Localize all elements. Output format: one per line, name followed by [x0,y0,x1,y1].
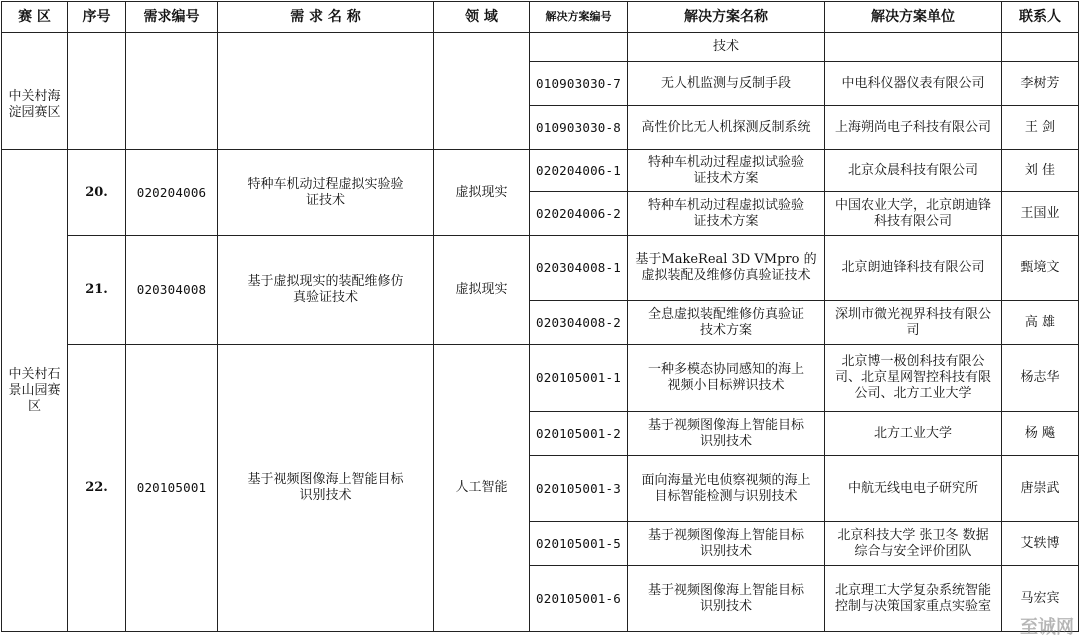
demand-field: 人工智能 [434,345,530,632]
solution-no: 010903030-7 [530,62,628,106]
solution-unit: 北京科技大学 张卫冬 数据综合与安全评价团队 [825,522,1002,566]
solution-name: 特种车机动过程虚拟试验验证技术方案 [628,150,825,192]
contact: 高 雄 [1002,301,1079,345]
header-field: 领 域 [434,2,530,33]
solution-name: 特种车机动过程虚拟试验验证技术方案 [628,192,825,236]
contact: 王国业 [1002,192,1079,236]
header-contact: 联系人 [1002,2,1079,33]
solution-unit: 北京博一极创科技有限公司、北京星网智控科技有限公司、北方工业大学 [825,345,1002,412]
header-area: 赛 区 [2,2,68,33]
solution-name: 高性价比无人机探测反制系统 [628,106,825,150]
demand-field: 虚拟现实 [434,236,530,345]
solution-no: 020105001-3 [530,456,628,522]
contact: 王 剑 [1002,106,1079,150]
solution-name: 全息虚拟装配维修仿真验证技术方案 [628,301,825,345]
solution-name: 无人机监测与反制手段 [628,62,825,106]
demand-no-cell-blank [126,33,218,150]
solution-no [530,33,628,62]
demand-name: 基于视频图像海上智能目标识别技术 [218,345,434,632]
contact: 唐崇武 [1002,456,1079,522]
demand-name: 基于虚拟现实的装配维修仿真验证技术 [218,236,434,345]
table-row [2,33,1079,62]
contact: 李树芳 [1002,62,1079,106]
solution-no: 020304008-1 [530,236,628,301]
table-row [2,236,1079,301]
contact [1002,33,1079,62]
demand-no: 020204006 [126,150,218,236]
solution-unit: 北方工业大学 [825,412,1002,456]
contact: 艾轶博 [1002,522,1079,566]
solution-no: 020105001-5 [530,522,628,566]
solution-name: 基于视频图像海上智能目标识别技术 [628,412,825,456]
demand-no: 020105001 [126,345,218,632]
solution-name: 技术 [628,33,825,62]
area-cell-blank [2,33,68,62]
solution-unit: 中国农业大学，北京朗迪锋科技有限公司 [825,192,1002,236]
solution-no: 020105001-6 [530,566,628,632]
solution-unit: 中电科仪器仪表有限公司 [825,62,1002,106]
solution-name: 基于视频图像海上智能目标识别技术 [628,566,825,632]
header-demand-no: 需求编号 [126,2,218,33]
header-demand-name: 需 求 名 称 [218,2,434,33]
solution-unit: 北京众晨科技有限公司 [825,150,1002,192]
header-solution-name: 解决方案名称 [628,2,825,33]
solution-unit: 中航无线电电子研究所 [825,456,1002,522]
table-row [2,150,1079,192]
demand-name-cell-blank [218,33,434,150]
solution-unit: 北京朗迪锋科技有限公司 [825,236,1002,301]
header-solution-no: 解决方案编号 [530,2,628,33]
contact: 杨 飚 [1002,412,1079,456]
solution-no: 020105001-1 [530,345,628,412]
solution-name: 基于MakeReal 3D VMpro 的虚拟装配及维修仿真验证技术 [628,236,825,301]
contact: 杨志华 [1002,345,1079,412]
solution-no: 020304008-2 [530,301,628,345]
contact: 刘 佳 [1002,150,1079,192]
solution-name: 基于视频图像海上智能目标识别技术 [628,522,825,566]
demand-seq: 21. [68,236,126,345]
header-seq: 序号 [68,2,126,33]
solution-unit: 北京理工大学复杂系统智能控制与决策国家重点实验室 [825,566,1002,632]
solution-no: 010903030-8 [530,106,628,150]
contact: 马宏宾 [1002,566,1079,632]
solution-unit [825,33,1002,62]
header-row [2,2,1079,33]
demand-field: 虚拟现实 [434,150,530,236]
seq-cell-blank [68,33,126,150]
demand-seq: 22. [68,345,126,632]
solution-no: 020204006-1 [530,150,628,192]
area-haidian: 中关村海淀园赛区 [2,62,68,150]
solutions-table [1,1,1079,632]
solution-no: 020105001-2 [530,412,628,456]
field-cell-blank [434,33,530,150]
demand-seq: 20. [68,150,126,236]
demand-no: 020304008 [126,236,218,345]
header-solution-unit: 解决方案单位 [825,2,1002,33]
contact: 甄境文 [1002,236,1079,301]
solution-unit: 深圳市微光视界科技有限公司 [825,301,1002,345]
demand-name: 特种车机动过程虚拟实验验证技术 [218,150,434,236]
solution-no: 020204006-2 [530,192,628,236]
area-shijingshan: 中关村石景山园赛区 [2,150,68,632]
solution-unit: 上海朔尚电子科技有限公司 [825,106,1002,150]
table-row [2,345,1079,412]
watermark: 至诚网 [1020,617,1074,638]
solution-name: 面向海量光电侦察视频的海上目标智能检测与识别技术 [628,456,825,522]
solution-name: 一种多模态协同感知的海上视频小目标辨识技术 [628,345,825,412]
